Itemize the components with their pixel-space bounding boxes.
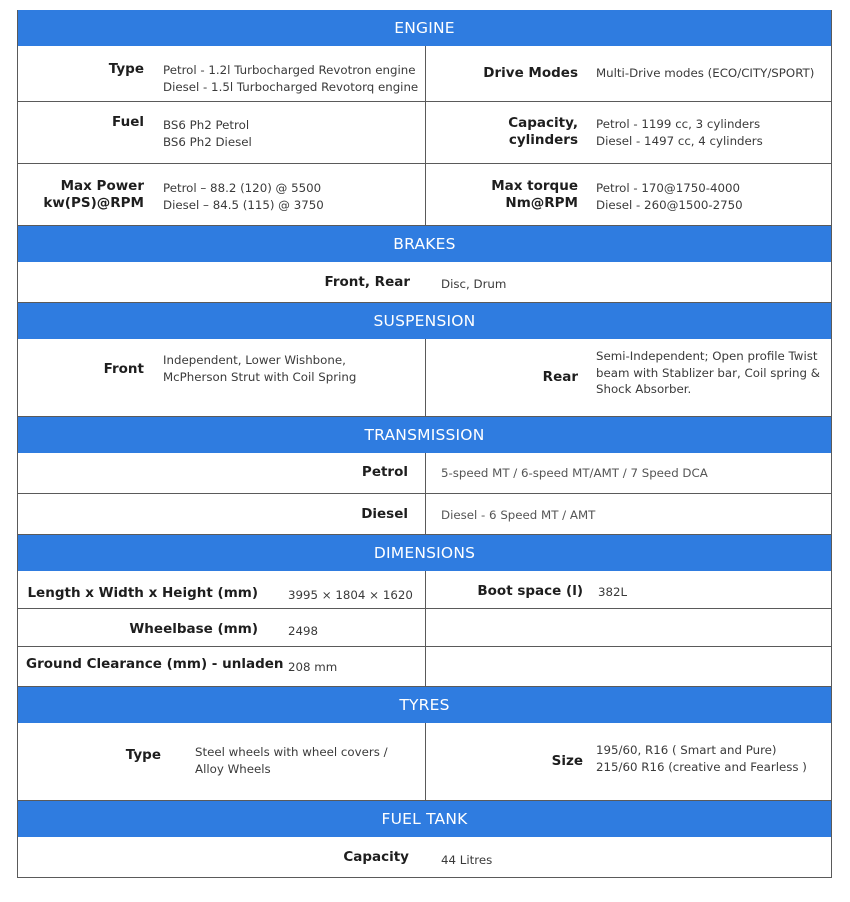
dimensions-row-ground [18,647,831,687]
max-power-value: Petrol – 88.2 (120) @ 5500 Diesel – 84.5 (115) @ 3750 [163,181,324,212]
fuel-tank-header: FUEL TANK [18,801,831,837]
petrol-label: Petrol [361,464,408,480]
transmission-row-petrol [18,453,831,494]
dimensions-row-wheelbase [18,609,831,647]
type-value: Petrol - 1.2l Turbocharged Revotron engine Diesel - 1.5l Turbocharged Revotorq engine [163,63,419,94]
suspension-header: SUSPENSION [18,303,831,339]
transmission-row-diesel [18,494,831,535]
drive-modes-label: Drive Modes [483,65,578,81]
dimensions-row-lwh [18,571,831,609]
type-label: Type [108,61,144,77]
engine-row-type [18,46,831,102]
engine-header: ENGINE [18,10,831,46]
max-torque-label: Max torque Nm@RPM [491,178,578,211]
suspension-row [18,339,831,417]
fuel-tank-capacity-value: 44 Litres [441,853,493,867]
boot-space-label: Boot space (l) [477,583,583,599]
petrol-value: 5-speed MT / 6-speed MT/AMT / 7 Speed DCA [441,466,708,480]
tyres-row [18,723,831,801]
tyre-size-label: Size [551,753,583,769]
max-torque-value: Petrol - 170@1750-4000 Diesel - 260@1500-2750 [596,181,743,212]
tyre-type-value: Steel wheels with wheel covers / Alloy Wheels [195,745,388,776]
tyres-header: TYRES [18,687,831,723]
wheelbase-value: 2498 [288,624,319,638]
capacity-cylinders-value: Petrol - 1199 cc, 3 cylinders Diesel - 1497 cc, 4 cylinders [596,117,763,148]
brakes-value: Disc, Drum [441,277,507,291]
fuel-tank-capacity-label: Capacity [343,849,409,865]
dimensions-header: DIMENSIONS [18,535,831,571]
lwh-label: Length x Width x Height (mm) [27,585,258,601]
brakes-header: BRAKES [18,226,831,262]
front-value: Independent, Lower Wishbone, McPherson Strut with Coil Spring [163,353,357,384]
engine-row-fuel [18,102,831,164]
brakes-label: Front, Rear [324,274,410,290]
drive-modes-value: Multi-Drive modes (ECO/CITY/SPORT) [596,66,815,80]
rear-label: Rear [542,369,578,385]
ground-clearance-label: Ground Clearance (mm) - unladen [26,656,284,672]
capacity-cylinders-label: Capacity, cylinders [508,115,578,148]
fuel-tank-row [18,837,831,878]
fuel-value: BS6 Ph2 Petrol BS6 Ph2 Diesel [163,118,252,149]
diesel-value: Diesel - 6 Speed MT / AMT [441,508,596,522]
max-power-label: Max Power kw(PS)@RPM [43,178,144,211]
lwh-value: 3995 × 1804 × 1620 [288,588,413,602]
engine-row-power [18,164,831,226]
fuel-label: Fuel [112,114,144,130]
diesel-label: Diesel [361,506,408,522]
tyre-type-label: Type [125,747,161,763]
ground-clearance-value: 208 mm [288,660,338,674]
rear-value: Semi-Independent; Open profile Twist beam with Stablizer bar, Coil spring & Shock Absorber. [596,349,820,396]
tyre-size-value: 195/60, R16 ( Smart and Pure) 215/60 R16 (creative and Fearless ) [596,743,807,774]
transmission-header: TRANSMISSION [18,417,831,453]
front-label: Front [103,361,144,377]
boot-space-value: 382L [598,585,628,599]
wheelbase-label: Wheelbase (mm) [129,621,258,637]
brakes-row [18,262,831,303]
spec-table [17,10,832,878]
